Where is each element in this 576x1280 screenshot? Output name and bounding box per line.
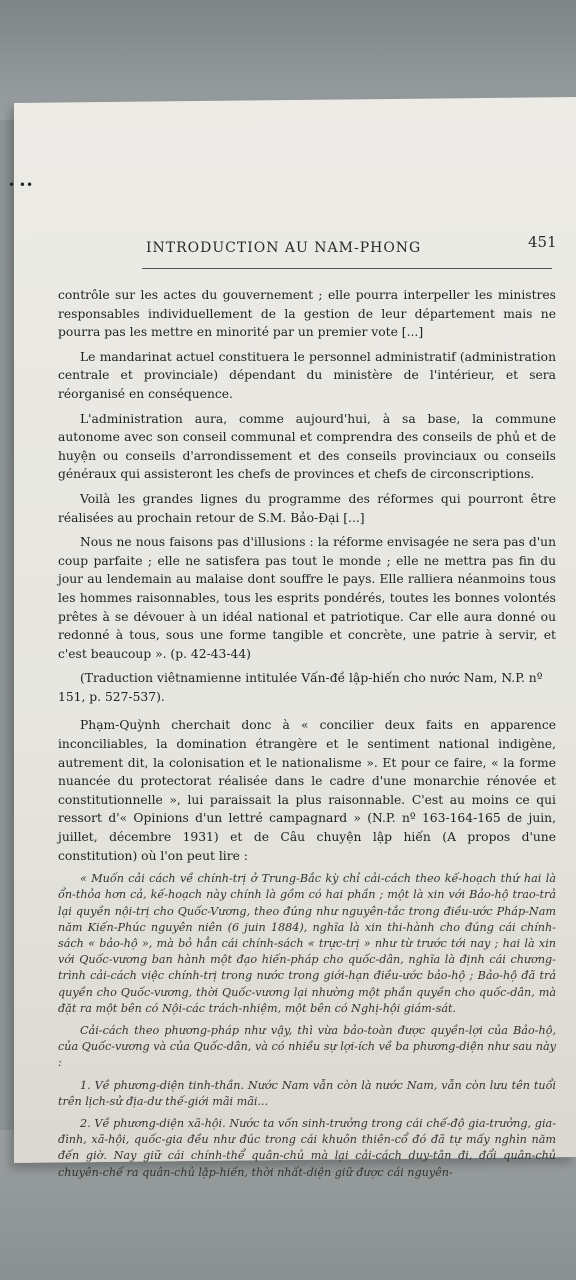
- quote-paragraph: 1. Về phương-diện tinh-thần. Nước Nam vẫn còn là nước Nam, vẫn còn lưu tên tuổi trên lịch-sử địa-dư thế-giới mãi mãi...: [58, 1078, 556, 1108]
- paragraph: contrôle sur les actes du gouvernement ; elle pourra interpeller les ministres responsables individuellement de la gestion de leur département mais ne pourra pas les mettre en minorité par un premier vote [...]: [58, 288, 556, 340]
- quote-paragraph: « Muốn cải cách về chính-trị ở Trung-Bắc kỳ chỉ cải-cách theo kế-hoạch thứ hai là ổn-thỏa hơn cả, kế-hoạch này chính là gồm có hai phần ; một là xin với Bảo-hộ trao-trả lại quyền nội-trị cho Quốc-Vương, theo đúng như nguyên-tắc trong điều-ước Pháp-Nam năm Kiến-Phúc nguyên niên (6 juin 1884), nghĩa là xin thi-hành cho đúng cái chính-sách « bảo-hộ », mà bỏ hẳn cái chính-sách « trực-trị » như từ trước tới nay ; hai là xin với Quốc-vương ban hành một đạo hiến-pháp cho quốc-dân, nghĩa là định cái chương-trình cải-cách việc chính-trị trong nước trong giới-hạn điều-ước bảo-hộ ; Bảo-hộ đã trả quyền cho Quốc-vương, thời Quốc-vương lại nhường một phần quyền cho quốc-dân, mà đặt ra một bên có Nội-các trách-nhiệm, một bên có Nghị-hội giám-sát.: [58, 872, 556, 1015]
- citation: (Traduction viêtnamienne intitulée Vấn-đề lập-hiến cho nước Nam, N.P. nº 151, p. 527-537).: [58, 671, 543, 704]
- quote-paragraph: Cải-cách theo phương-pháp như vậy, thì vừa bảo-toàn được quyền-lợi của Bảo-hộ, của Quốc-vương và của Quốc-dân, và có nhiều sự lợi-ích về ba phương-diện như sau này :: [58, 1024, 556, 1070]
- header-rule: [142, 268, 552, 269]
- page-marks: • ••: [8, 178, 34, 192]
- paragraph: Nous ne nous faisons pas d'illusions : la réforme envisagée ne sera pas d'un coup parfaite ; elle ne satisfera pas tout le monde ; elle ne mettra pas fin du jour au lendemain au malaise dont souffre le pays. Elle ralliera néanmoins tous les hommes raisonnables, tous les esprits pondérés, toutes les bonnes volontés prêtes à se dévouer à un idéal national et patriotique. Car elle aura donné ou redonné à tous, sous une forme tangible et concrète, une patrie à servir, et c'est beaucoup ». (p. 42-43-44): [58, 535, 556, 661]
- paragraph: L'administration aura, comme aujourd'hui, à sa base, la commune autonome avec son conseil communal et comprendra des conseils de phủ et de huyện ou conseils d'arrondissement et des conseils provinciaux ou conseils généraux qui assisteront les chefs de provinces et chefs de circonscriptions.: [58, 411, 556, 482]
- paragraph: Le mandarinat actuel constituera le personnel administratif (administration centrale et provinciale) dépendant du ministère de l'intérieur, et sera réorganisé en conséquence.: [58, 349, 556, 401]
- quote-paragraph: 2. Về phương-diện xã-hội. Nước ta vốn sinh-trưởng trong cái chế-độ gia-trưởng, gia-đình, xã-hội, quốc-gia đều như đúc trong cái khuôn thiên-cổ đó đã tự mấy nghìn năm đến giờ. Nay giữ cái chính-thể quân-chủ mà lại cải-cách duy-tân đi, đổi quân-chủ chuyên-chế ra quân-chủ lập-hiến, thời nhất-diện giữ được cái nguyên-: [58, 1117, 556, 1179]
- body-text: [58, 286, 556, 1181]
- paragraph: Phạm-Quỳnh cherchait donc à « concilier deux faits en apparence inconciliables, la domination étrangère et le sentiment national indigène, autrement dit, la colonisation et le nationalisme ». Et pour ce faire, « la forme nuancée du protectorat réalisée dans le cadre d'une monarchie rénovée et constitutionnelle », lui paraissait la plus raisonnable. C'est au moins ce qui ressort d'« Opinions d'un lettré campagnard » (N.P. nº 163-164-165 de juin, juillet, décembre 1931) et de Câu chuyện lập hiến (A propos d'une constitution) où l'on peut lire :: [58, 718, 556, 863]
- paragraph: Voilà les grandes lignes du programme des réformes qui pourront être réalisées au prochain retour de S.M. Bảo-Đại [...]: [58, 491, 556, 525]
- page-number: 451: [528, 233, 557, 251]
- running-header: INTRODUCTION AU NAM-PHONG: [146, 240, 422, 256]
